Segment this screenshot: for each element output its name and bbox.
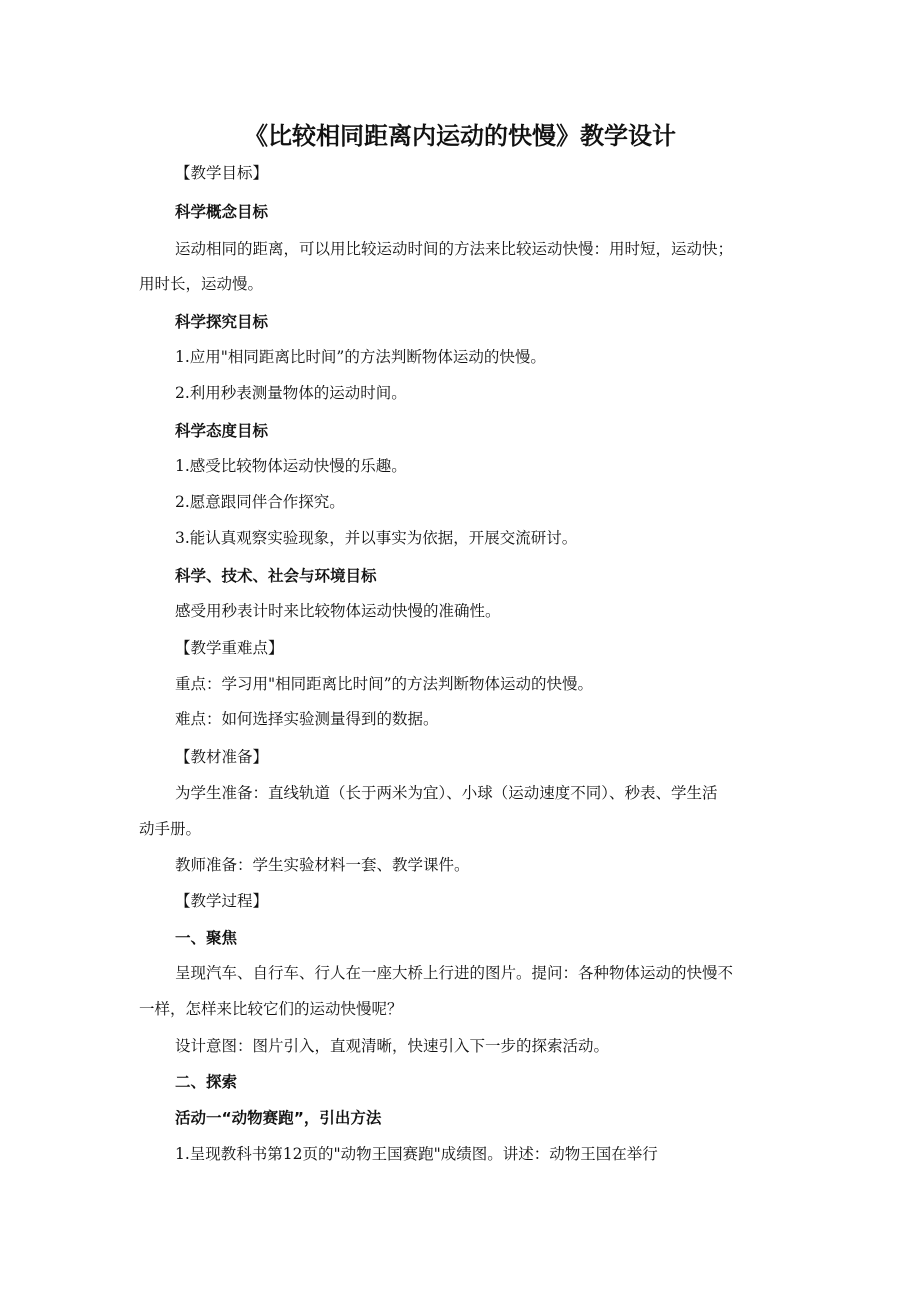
inquiry-goal-item-1: 1.应用"相同距离比时间”的方法判断物体运动的快慢。 xyxy=(175,348,546,366)
attitude-goal-heading: 科学态度目标 xyxy=(175,422,269,440)
explore-heading: 二、探索 xyxy=(175,1073,238,1091)
inquiry-goal-item-2: 2.利用秒表测量物体的运动时间。 xyxy=(175,384,407,402)
design-intent-text: ：图片引入，直观清晰，快速引入下一步的探索活动。 xyxy=(237,1037,610,1055)
stse-goal-line-1: 感受用秒表计时来比较物体运动快慢的准确性。 xyxy=(175,602,501,620)
focus-heading: 一、聚焦 xyxy=(175,929,238,947)
attitude-goal-item-3: 3.能认真观察实验现象，并以事实为依据，开展交流研讨。 xyxy=(175,529,578,547)
student-materials-line-1: 为学生准备：直线轨道（长于两米为宜）、小球（运动速度不同）、秒表、学生活 xyxy=(175,784,718,802)
focus-line-1: 呈现汽车、自行车、行人在一座大桥上行进的图片。提问：各种物体运动的快慢不 xyxy=(175,964,734,982)
keypoints-heading: 【教学重难点】 xyxy=(175,639,284,657)
concept-goal-line-2: 用时长，运动慢。 xyxy=(139,275,264,293)
concept-goal-line-1: 运动相同的距离，可以用比较运动时间的方法来比较运动快慢：用时短，运动快； xyxy=(175,240,734,258)
attitude-goal-item-1: 1.感受比较物体运动快慢的乐趣。 xyxy=(175,457,407,475)
design-intent xyxy=(175,1035,609,1057)
student-materials-line-2: 动手册。 xyxy=(139,820,202,838)
inquiry-goal-heading: 科学探究目标 xyxy=(175,313,269,331)
objectives-heading: 【教学目标】 xyxy=(175,164,269,182)
teacher-materials: 教师准备：学生实验材料一套、教学课件。 xyxy=(175,856,470,874)
key-point: 重点：学习用"相同距离比时间”的方法判断物体运动的快慢。 xyxy=(175,675,594,693)
difficulty-point: 难点：如何选择实验测量得到的数据。 xyxy=(175,710,439,728)
document-title: 《比较相同距离内运动的快慢》教学设计 xyxy=(244,122,676,150)
attitude-goal-item-2: 2.愿意跟同伴合作探究。 xyxy=(175,493,345,511)
focus-line-2: 一样，怎样来比较它们的运动快慢呢？ xyxy=(139,1000,403,1018)
concept-goal-heading: 科学概念目标 xyxy=(175,203,269,221)
materials-heading: 【教材准备】 xyxy=(175,748,269,766)
design-intent-label: 设计意图 xyxy=(175,1037,238,1055)
activity-1-heading: 活动一“动物赛跑”，引出方法 xyxy=(175,1109,382,1127)
activity-1-item-1: 1.呈现教科书第12页的"动物王国赛跑"成绩图。讲述：动物王国在举行 xyxy=(175,1145,658,1163)
stse-goal-heading: 科学、技术、社会与环境目标 xyxy=(175,567,377,585)
process-heading: 【教学过程】 xyxy=(175,892,269,910)
